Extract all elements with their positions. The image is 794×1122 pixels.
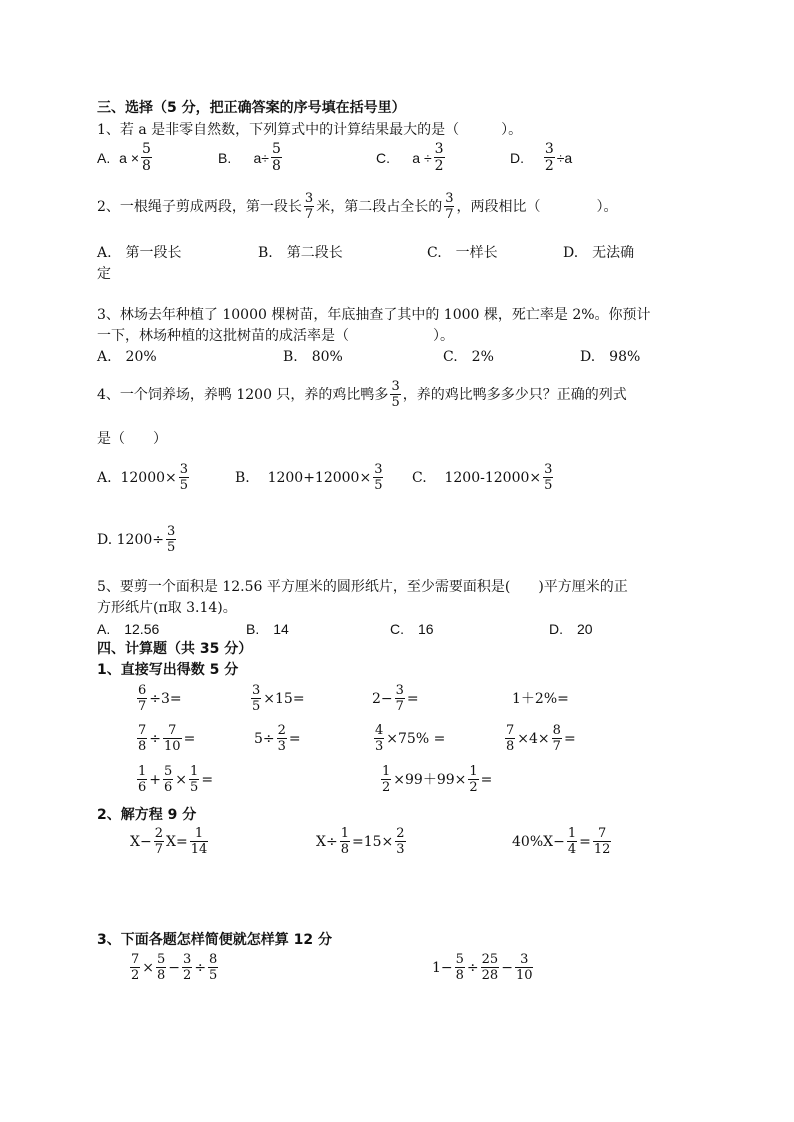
fraction: $\frac{8}{7}$ — [552, 723, 561, 754]
eq-expr: X− — [130, 833, 152, 850]
calc-expr: = — [563, 730, 576, 747]
calc-e5 — [135, 724, 195, 753]
fraction: $\frac{3}{5}$ — [391, 379, 400, 410]
calc-expr: 5÷ — [254, 730, 275, 747]
option-expr: 1200+12000× — [267, 469, 372, 486]
eq-expr: X= — [165, 833, 188, 850]
calc-e1 — [135, 684, 182, 713]
option-label: A. — [97, 149, 111, 166]
fraction: $\frac{1}{4}$ — [567, 826, 577, 857]
q4-option-a — [97, 463, 191, 492]
calc-e6 — [254, 724, 301, 753]
calc-e4: 1＋2%= — [512, 691, 569, 707]
calc-expr: = — [183, 730, 196, 747]
q3-option-c: C. 2% — [443, 349, 494, 365]
q1-stem: 1、若 a 是非零自然数，下列算式中的计算结果最大的是（ ）。 — [97, 122, 523, 138]
q2-option-a: A. 第一段长 — [97, 245, 182, 261]
fraction: $\frac{3}{5}$ — [544, 462, 553, 493]
equation-1 — [130, 827, 210, 856]
fraction: $\frac{5}{8}$ — [455, 952, 464, 983]
q5-line2: 方形纸片(π取 3.14)。 — [97, 600, 237, 616]
calc-e8 — [503, 724, 576, 753]
q5-line1: 5、要剪一个面积是 12.56 平方厘米的圆形纸片，至少需要面积是( )平方厘米的正 — [97, 579, 628, 595]
fraction: $\frac{7}{8}$ — [138, 723, 147, 754]
calc-expr: ×75% = — [386, 730, 446, 747]
q4-option-c — [412, 463, 555, 492]
fraction: $\frac{3}{7}$ — [304, 191, 314, 222]
option-expr: 1200-12000× — [444, 469, 542, 486]
fraction: $\frac{5}{8}$ — [157, 952, 166, 983]
fraction: $\frac{2}{3}$ — [396, 826, 405, 857]
fraction: $\frac{1}{5}$ — [190, 764, 199, 795]
q3-option-b: B. 80% — [283, 349, 343, 365]
sub3-title: 3、下面各题怎样简便就怎样算 12 分 — [97, 932, 332, 948]
q4-line2: 是（ ） — [97, 431, 167, 447]
q5-option-b: B. 14 — [246, 621, 289, 637]
fraction: $\frac{3}{7}$ — [445, 191, 454, 222]
calc-e3 — [372, 684, 419, 713]
fraction: $\frac{7}{10}$ — [164, 723, 181, 754]
q4-option-d — [97, 525, 178, 554]
fraction: $\frac{1}{8}$ — [340, 826, 349, 857]
q4-stem — [97, 380, 627, 409]
calc-expr: + — [149, 771, 162, 788]
q4-option-b — [235, 463, 385, 492]
simplify-expr: − — [168, 959, 181, 976]
fraction: $\frac{3}{5}$ — [252, 683, 261, 714]
fraction: $\frac{2}{7}$ — [154, 826, 163, 857]
option-expr: 12000× — [120, 469, 177, 486]
calc-expr: = — [201, 771, 214, 788]
fraction: $\frac{3}{10}$ — [515, 952, 533, 983]
fraction: $\frac{3}{7}$ — [395, 683, 404, 714]
sub2-title: 2、解方程 9 分 — [97, 807, 197, 823]
equation-3 — [512, 827, 613, 856]
simplify-expr: × — [142, 959, 155, 976]
q5-option-c: C. 16 — [390, 621, 434, 637]
calc-expr: = — [480, 771, 493, 788]
eq-expr: =15× — [351, 833, 394, 850]
calc-e9 — [135, 765, 213, 794]
fraction: $\frac{2}{3}$ — [277, 723, 286, 754]
q2-option-d: D. 无法确 — [563, 245, 635, 261]
q2-stem-part: 米，第二段占全长的 — [316, 198, 443, 215]
fraction: $\frac{3}{2}$ — [434, 141, 444, 174]
q3-option-d: D. 98% — [580, 349, 641, 365]
fraction: $\frac{3}{2}$ — [183, 952, 192, 983]
calc-expr: ×4× — [517, 730, 550, 747]
fraction: $\frac{3}{5}$ — [179, 462, 189, 493]
q2-stem-part: ，两段相比（ ）。 — [456, 198, 618, 215]
q5-option-d: D. 20 — [549, 621, 593, 637]
eq-expr: = — [579, 833, 591, 850]
calc-e2 — [249, 684, 305, 713]
option-expr: 1200÷ — [116, 531, 164, 548]
fraction: $\frac{8}{5}$ — [209, 952, 218, 983]
fraction: $\frac{7}{12}$ — [593, 826, 611, 857]
q5-option-a: A. 12.56 — [97, 621, 160, 637]
q1-option-d — [510, 142, 572, 173]
calc-expr: ÷3= — [149, 690, 182, 707]
calc-expr: = — [288, 730, 301, 747]
option-expr: a × — [119, 149, 139, 166]
simplify-expr: ÷ — [194, 959, 207, 976]
simplify-1 — [128, 953, 220, 982]
q1-option-c — [376, 142, 447, 173]
section4-title: 四、计算题（共 35 分） — [97, 641, 253, 657]
fraction: $\frac{3}{5}$ — [167, 524, 176, 555]
calc-e10 — [379, 765, 492, 794]
q2-stem — [97, 192, 617, 221]
fraction: $\frac{4}{3}$ — [375, 723, 384, 754]
option-label: D. — [97, 531, 113, 548]
simplify-expr: − — [501, 959, 513, 976]
calc-expr: = — [406, 690, 419, 707]
fraction: $\frac{7}{8}$ — [506, 723, 515, 754]
fraction: $\frac{1}{2}$ — [469, 764, 478, 795]
calc-expr: ÷ — [149, 730, 162, 747]
q4-stem-part: 4、一个饲养场，养鸭 1200 只，养的鸡比鸭多 — [97, 386, 389, 403]
simplify-expr: ÷ — [466, 959, 479, 976]
fraction: $\frac{1}{2}$ — [382, 764, 391, 795]
fraction: $\frac{25}{28}$ — [481, 952, 499, 983]
q1-option-a — [97, 142, 154, 173]
q2-option-b: B. 第二段长 — [258, 245, 343, 261]
equation-2 — [316, 827, 408, 856]
simplify-expr: 1− — [432, 959, 453, 976]
option-expr: a÷ — [253, 149, 269, 166]
option-label: C. — [376, 149, 390, 166]
q3-line1: 3、林场去年种植了 10000 棵树苗，年底抽查了其中的 1000 棵，死亡率是 2%。你预计 — [97, 307, 651, 323]
option-expr: ÷a — [556, 149, 573, 166]
calc-expr: × — [175, 771, 188, 788]
option-label: A. — [97, 469, 112, 486]
q1-option-b — [218, 142, 284, 173]
q4-stem-part: ，养的鸡比鸭多多少只？正确的列式 — [402, 386, 627, 403]
sub1-title: 1、直接写出得数 5 分 — [97, 662, 239, 678]
fraction: $\frac{5}{6}$ — [164, 764, 173, 795]
simplify-2 — [432, 953, 535, 982]
option-label: B. — [235, 469, 250, 486]
section3-title: 三、选择（5 分，把正确答案的序号填在括号里） — [97, 100, 406, 116]
q2-option-d-wrap: 定 — [97, 266, 111, 282]
option-label: C. — [412, 469, 427, 486]
option-label: B. — [218, 149, 232, 166]
calc-expr: ×99＋99× — [393, 771, 467, 788]
fraction: $\frac{6}{7}$ — [138, 683, 147, 714]
fraction: $\frac{3}{2}$ — [544, 141, 554, 174]
q2-stem-part: 2、一根绳子剪成两段，第一段长 — [97, 198, 302, 215]
calc-expr: 2− — [372, 690, 393, 707]
q3-line2: 一下，林场种植的这批树苗的成活率是（ ）。 — [97, 328, 454, 344]
eq-expr: 40%X− — [512, 833, 565, 850]
fraction: $\frac{1}{14}$ — [190, 826, 208, 857]
fraction: $\frac{7}{2}$ — [131, 952, 140, 983]
fraction: $\frac{1}{6}$ — [138, 764, 147, 795]
q2-option-c: C. 一样长 — [427, 245, 498, 261]
eq-expr: X÷ — [316, 833, 338, 850]
calc-expr: ×15= — [263, 690, 305, 707]
calc-e7 — [372, 724, 445, 753]
option-label: D. — [510, 149, 524, 166]
fraction: $\frac{5}{8}$ — [271, 141, 281, 174]
option-expr: a ÷ — [412, 149, 432, 166]
fraction: $\frac{5}{8}$ — [142, 141, 151, 174]
fraction: $\frac{3}{5}$ — [374, 462, 383, 493]
q3-option-a: A. 20% — [97, 349, 157, 365]
